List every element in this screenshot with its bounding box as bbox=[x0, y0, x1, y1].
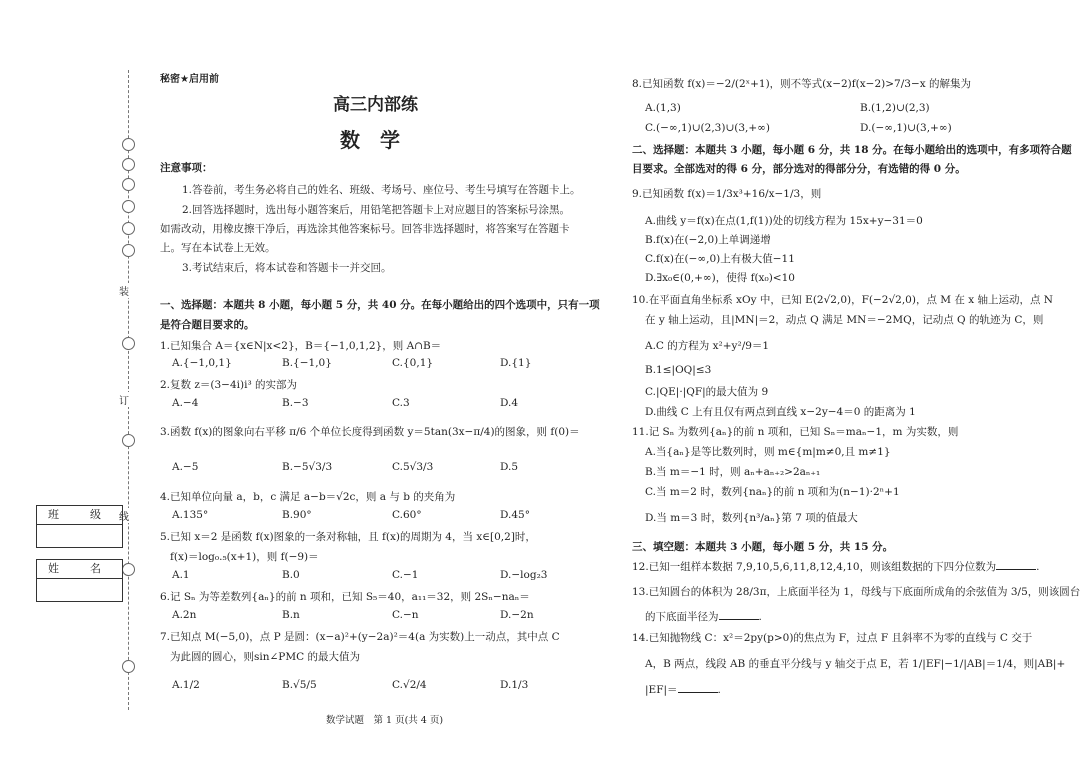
binding-hole bbox=[122, 222, 135, 235]
q3-option-d[interactable]: D.5 bbox=[500, 461, 519, 473]
q3-option-a[interactable]: A.−5 bbox=[172, 461, 199, 473]
q2-option-b[interactable]: B.−3 bbox=[282, 397, 309, 409]
q7-option-a[interactable]: A.1/2 bbox=[172, 679, 200, 691]
q11-option-a[interactable]: A.当{aₙ}是等比数列时，则 m∈{m|m≠0,且 m≠1} bbox=[645, 446, 891, 458]
q5-stem: 5.已知 x＝2 是函数 f(x)图象的一条对称轴，且 f(x)的周期为 4，当 x∈[0,2]时， bbox=[160, 531, 536, 543]
secret-label: 秘密★启用前 bbox=[160, 74, 219, 85]
q11-option-b[interactable]: B.当 m＝−1 时，则 aₙ+aₙ₊₂>2aₙ₊₁ bbox=[645, 466, 821, 478]
q12-stem: 12.已知一组样本数据 7,9,10,5,6,11,8,12,4,10，则该组数据的下四分位数为 . bbox=[632, 561, 1040, 573]
q11-option-c[interactable]: C.当 m＝2 时，数列{naₙ}的前 n 项和为(n−1)·2ⁿ+1 bbox=[645, 486, 900, 498]
section1-heading: 一、选择题：本题共 8 小题，每小题 5 分，共 40 分。在每小题给出的四个选项中，只有一项 bbox=[160, 299, 600, 311]
q1-stem: 1.已知集合 A＝{x∈N|x<2}，B＝{−1,0,1,2}，则 A∩B＝ bbox=[160, 340, 442, 352]
q2-option-d[interactable]: D.4 bbox=[500, 397, 519, 409]
q6-option-b[interactable]: B.n bbox=[282, 609, 300, 621]
q8-option-c[interactable]: C.(−∞,1)∪(2,3)∪(3,+∞) bbox=[645, 122, 770, 134]
q1-option-d[interactable]: D.{1} bbox=[500, 357, 532, 369]
q11-option-d[interactable]: D.当 m＝3 时，数列{n³/aₙ}第 7 项的值最大 bbox=[645, 512, 858, 524]
q9-option-c[interactable]: C.f(x)在(−∞,0)上有极大值−11 bbox=[645, 253, 795, 265]
binding-hole bbox=[122, 244, 135, 257]
q9-stem: 9.已知函数 f(x)＝1/3x³+16/x−1/3，则 bbox=[632, 188, 822, 200]
q13-stem-cont: 的下底面半径为 . bbox=[645, 611, 762, 623]
q8-option-d[interactable]: D.(−∞,1)∪(3,+∞) bbox=[860, 122, 952, 134]
q12-answer-blank[interactable] bbox=[996, 559, 1036, 570]
q5-stem-cont: f(x)＝log₀.₅(x+1)，则 f(−9)＝ bbox=[170, 551, 319, 563]
q7-option-c[interactable]: C.√2/4 bbox=[392, 679, 427, 691]
q13-answer-blank[interactable] bbox=[719, 609, 759, 620]
name-field[interactable] bbox=[37, 579, 122, 601]
q7-stem-cont: 为此圆的圆心，则sin∠PMC 的最大值为 bbox=[170, 651, 360, 663]
binding-hole bbox=[122, 563, 135, 576]
q11-stem: 11.记 Sₙ 为数列{aₙ}的前 n 项和，已知 Sₙ＝maₙ−1，m 为实数，则 bbox=[632, 426, 959, 438]
q1-option-b[interactable]: B.{−1,0} bbox=[282, 357, 332, 369]
q1-option-c[interactable]: C.{0,1} bbox=[392, 357, 434, 369]
class-box[interactable] bbox=[36, 505, 123, 548]
notice-item: 上。写在本试卷上无效。 bbox=[160, 242, 276, 254]
q5-option-d[interactable]: D.−log₂3 bbox=[500, 569, 548, 581]
class-label: 班 级 bbox=[37, 506, 122, 525]
q14-stem: 14.已知抛物线 C：x²＝2py(p>0)的焦点为 F，过点 F 且斜率不为零的直线与 C 交于 bbox=[632, 632, 1033, 644]
binding-char-xian: 线 bbox=[117, 508, 131, 523]
q2-option-c[interactable]: C.3 bbox=[392, 397, 410, 409]
q3-option-b[interactable]: B.−5√3/3 bbox=[282, 461, 333, 473]
binding-char-zhuang: 装 bbox=[117, 283, 131, 298]
q1-option-a[interactable]: A.{−1,0,1} bbox=[172, 357, 232, 369]
q5-option-c[interactable]: C.−1 bbox=[392, 569, 419, 581]
q10-option-a[interactable]: A.C 的方程为 x²+y²/9＝1 bbox=[645, 340, 770, 352]
q7-option-d[interactable]: D.1/3 bbox=[500, 679, 529, 691]
notice-item: 1.答卷前，考生务必将自己的姓名、班级、考场号、座位号、考生号填写在答题卡上。 bbox=[182, 184, 581, 196]
q3-stem: 3.函数 f(x)的图象向右平移 π/6 个单位长度得到函数 y＝5tan(3x−π/4)的图象，则 f(0)＝ bbox=[160, 426, 580, 438]
q14-stem-cont: A，B 两点，线段 AB 的垂直平分线与 y 轴交于点 E，若 1/|EF|−1/|AB|＝1/4，则|AB|+ bbox=[645, 658, 1066, 670]
notice-title: 注意事项： bbox=[160, 162, 213, 174]
q8-option-b[interactable]: B.(1,2)∪(2,3) bbox=[860, 102, 930, 114]
q8-stem: 8.已知函数 f(x)＝−2/(2ˣ+1)，则不等式(x−2)f(x−2)>7/3−x 的解集为 bbox=[632, 78, 971, 90]
q10-stem: 10.在平面直角坐标系 xOy 中，已知 E(2√2,0)，F(−2√2,0)，点 M 在 x 轴上运动，点 N bbox=[632, 294, 1053, 306]
q10-option-c[interactable]: C.|QE|·|QF|的最大值为 9 bbox=[645, 386, 769, 398]
q13-stem: 13.已知圆台的体积为 28/3π，上底面半径为 1，母线与下底面所成角的余弦值为 3/5，则该圆台 bbox=[632, 586, 1080, 598]
class-field[interactable] bbox=[37, 525, 122, 547]
page-footer: 数学试题 第 1 页(共 4 页) bbox=[326, 715, 444, 726]
binding-hole bbox=[122, 660, 135, 673]
binding-hole bbox=[122, 434, 135, 447]
binding-char-ding: 订 bbox=[117, 392, 131, 407]
exam-title: 高三内部练 bbox=[333, 95, 418, 115]
notice-item: 3.考试结束后，将本试卷和答题卡一并交回。 bbox=[182, 262, 392, 274]
q6-option-d[interactable]: D.−2n bbox=[500, 609, 534, 621]
q9-option-d[interactable]: D.∃x₀∈(0,+∞)，使得 f(x₀)<10 bbox=[645, 272, 795, 284]
section3-heading: 三、填空题：本题共 3 小题，每小题 5 分，共 15 分。 bbox=[632, 541, 894, 553]
q14-answer-blank[interactable] bbox=[678, 682, 718, 693]
name-label: 姓 名 bbox=[37, 560, 122, 579]
q6-stem: 6.记 Sₙ 为等差数列{aₙ}的前 n 项和，已知 S₅＝40，a₁₁＝32，则 2Sₙ−naₙ＝ bbox=[160, 591, 530, 603]
q5-option-a[interactable]: A.1 bbox=[172, 569, 190, 581]
q4-option-a[interactable]: A.135° bbox=[172, 509, 209, 521]
q4-option-c[interactable]: C.60° bbox=[392, 509, 422, 521]
name-box[interactable] bbox=[36, 559, 123, 602]
q14-stem-end: |EF|＝ . bbox=[645, 684, 721, 696]
section1-heading-cont: 是符合题目要求的。 bbox=[160, 319, 255, 331]
q5-option-b[interactable]: B.0 bbox=[282, 569, 300, 581]
q10-stem-cont: 在 y 轴上运动，且|MN|＝2，动点 Q 满足 MN＝−2MQ，记动点 Q 的轨迹为 C，则 bbox=[645, 314, 1044, 326]
q9-option-a[interactable]: A.曲线 y＝f(x)在点(1,f(1))处的切线方程为 15x+y−31＝0 bbox=[645, 215, 923, 227]
q2-stem: 2.复数 z＝(3−4i)i³ 的实部为 bbox=[160, 379, 298, 391]
q6-option-a[interactable]: A.2n bbox=[172, 609, 197, 621]
subject-title: 数 学 bbox=[340, 128, 400, 152]
notice-item: 2.回答选择题时，选出每小题答案后，用铅笔把答题卡上对应题目的答案标号涂黑。 bbox=[182, 204, 571, 216]
q2-option-a[interactable]: A.−4 bbox=[172, 397, 199, 409]
binding-hole bbox=[122, 158, 135, 171]
section2-heading: 二、选择题：本题共 3 小题，每小题 6 分，共 18 分。在每小题给出的选项中，有多项符合题 bbox=[632, 144, 1072, 156]
q10-option-d[interactable]: D.曲线 C 上有且仅有两点到直线 x−2y−4＝0 的距离为 1 bbox=[645, 406, 916, 418]
q4-option-d[interactable]: D.45° bbox=[500, 509, 530, 521]
q4-stem: 4.已知单位向量 a，b，c 满足 a−b＝√2c，则 a 与 b 的夹角为 bbox=[160, 491, 456, 503]
q6-option-c[interactable]: C.−n bbox=[392, 609, 419, 621]
q3-option-c[interactable]: C.5√3/3 bbox=[392, 461, 434, 473]
q8-option-a[interactable]: A.(1,3) bbox=[645, 102, 681, 114]
binding-hole bbox=[122, 178, 135, 191]
binding-hole bbox=[122, 337, 135, 350]
notice-item: 如需改动，用橡皮擦干净后，再选涂其他答案标号。回答非选择题时，将答案写在答题卡 bbox=[160, 223, 570, 235]
q4-option-b[interactable]: B.90° bbox=[282, 509, 312, 521]
q7-stem: 7.已知点 M(−5,0)，点 P 是圆：(x−a)²+(y−2a)²＝4(a 为实数)上一动点，其中点 C bbox=[160, 631, 560, 643]
q7-option-b[interactable]: B.√5/5 bbox=[282, 679, 317, 691]
section2-heading-cont: 目要求。全部选对的得 6 分，部分选对的得部分分，有选错的得 0 分。 bbox=[632, 163, 966, 175]
binding-hole bbox=[122, 138, 135, 151]
binding-hole bbox=[122, 200, 135, 213]
q10-option-b[interactable]: B.1≤|OQ|≤3 bbox=[645, 364, 712, 376]
q9-option-b[interactable]: B.f(x)在(−2,0)上单调递增 bbox=[645, 234, 771, 246]
